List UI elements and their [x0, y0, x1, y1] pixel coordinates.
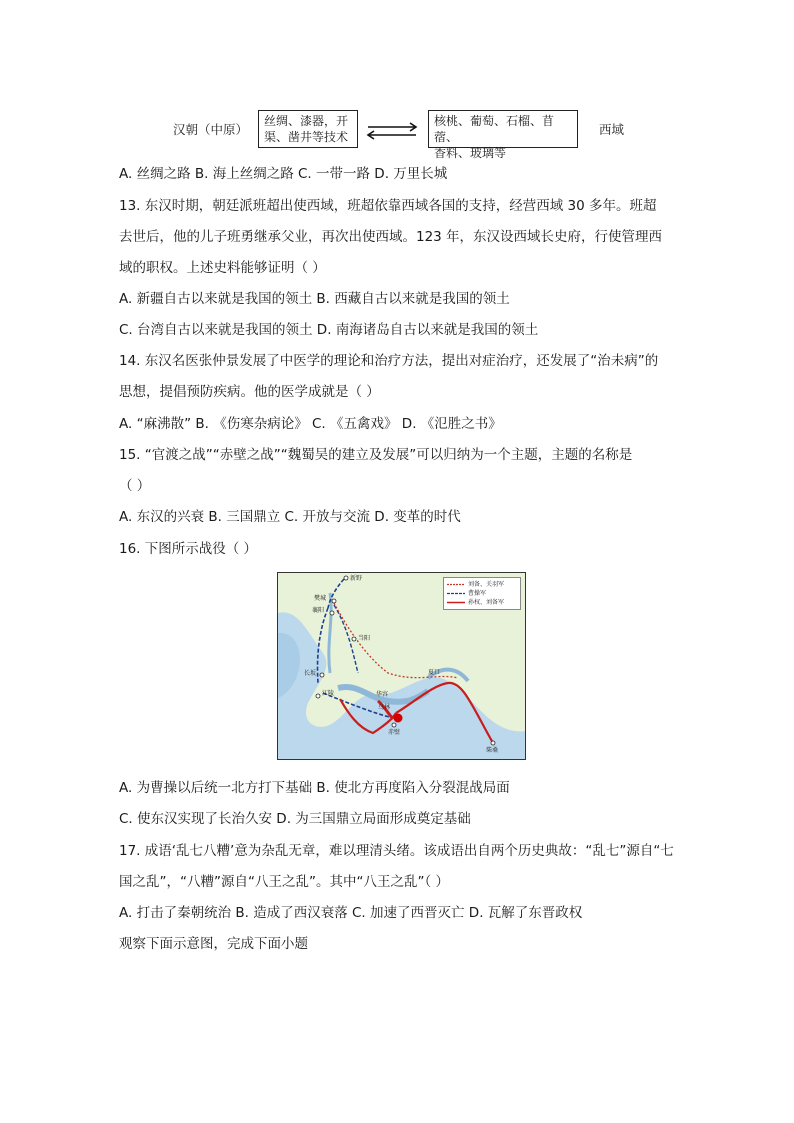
q17-line-2: 国之乱”，“八糟”源自“八王之乱”。其中“八王之乱”（ ）	[119, 874, 449, 890]
q15-line-1: 15. “官渡之战”“赤壁之战”“魏蜀吴的建立及发展”可以归纳为一个主题，主题的名称是	[119, 447, 633, 463]
q14-options: A. “麻沸散” B. 《伤寒杂病论》 C. 《五禽戏》 D. 《氾胜之书》	[119, 416, 502, 432]
q13-line-3: 域的职权。上述史料能够证明（ ）	[119, 260, 326, 276]
q16-options-1: A. 为曹操以后统一北方打下基础 B. 使北方再度陷入分裂混战局面	[119, 780, 510, 796]
exchange-arrows-icon	[364, 120, 420, 142]
q14-line-1: 14. 东汉名医张仲景发展了中医学的理论和治疗方法，提出对症治疗，还发展了“治未病”的	[119, 353, 659, 369]
q17-options: A. 打击了秦朝统治 B. 造成了西汉衰落 C. 加速了西晋灭亡 D. 瓦解了东晋政权	[119, 905, 583, 921]
legend-label-cao: 曹操军	[468, 590, 487, 597]
diagram-right-box-line-1: 核桃、葡萄、石榴、苜蓿、	[434, 114, 555, 144]
place-xiakou: 夏口	[428, 669, 441, 676]
legend-row-cao	[447, 589, 517, 598]
q13-line-2: 去世后，他的儿子班勇继承父业，再次出使西域。123 年，东汉设西域长史府，行使管理西	[119, 229, 663, 245]
diagram-left-box-line-1: 丝绸、漆器，开	[264, 114, 349, 128]
place-dangyang: 当阳	[358, 635, 371, 642]
diagram-right-box-line-2: 香料、玻璃等	[434, 146, 507, 160]
legend-label-liu-guan: 刘备、关羽军	[468, 581, 505, 588]
q13-line-1: 13. 东汉时期，朝廷派班超出使西域，班超依靠西域各国的支持，经营西域 30 多年。班超	[119, 198, 657, 214]
diagram-right-label: 西域	[599, 122, 625, 137]
diagram-right-box	[428, 110, 578, 160]
place-fancheng: 樊城	[314, 595, 327, 602]
q16-options-2: C. 使东汉实现了长治久安 D. 为三国鼎立局面形成奠定基础	[119, 811, 471, 827]
diagram-left-box-line-2: 渠、凿井等技术	[264, 130, 349, 144]
q16-stem: 16. 下图所示战役（ ）	[119, 541, 258, 557]
q15-line-2: （ ）	[119, 478, 151, 494]
legend-label-sun-liu: 孙权、刘备军	[468, 599, 505, 606]
place-xinye: 新野	[350, 575, 363, 582]
q15-options: A. 东汉的兴衰 B. 三国鼎立 C. 开放与交流 D. 变革的时代	[119, 509, 461, 525]
place-xiangyang: 襄阳	[312, 607, 325, 614]
diagram-left-box	[258, 110, 358, 148]
q12-options: A. 丝绸之路 B. 海上丝绸之路 C. 一带一路 D. 万里长城	[119, 166, 448, 182]
diagram-left-label: 汉朝（中原）	[173, 122, 249, 137]
legend-row-liu-guan	[447, 580, 517, 589]
map-legend	[443, 577, 521, 610]
battle-map	[277, 572, 526, 760]
q13-options-1: A. 新疆自古以来就是我国的领土 B. 西藏自古以来就是我国的领土	[119, 291, 510, 307]
q17-line-1: 17. 成语‘乱七八糟’意为杂乱无章，难以理清头绪。该成语出自两个历史典故：“乱七”源自“七	[119, 843, 674, 859]
place-chibi: 赤壁	[388, 729, 401, 736]
place-changban: 长坂	[304, 670, 317, 677]
place-wulin: 乌林	[378, 704, 391, 711]
legend-row-sun-liu	[447, 598, 517, 607]
q13-options-2: C. 台湾自古以来就是我国的领土 D. 南海诸岛自古以来就是我国的领土	[119, 322, 539, 338]
place-huarong: 华容	[376, 691, 389, 698]
q14-line-2: 思想，提倡预防疾病。他的医学成就是（ ）	[119, 384, 380, 400]
footer-instruction: 观察下面示意图，完成下面小题	[119, 936, 308, 952]
place-jiangling: 江陵	[322, 690, 335, 697]
place-chaisang: 柴桑	[486, 747, 499, 754]
